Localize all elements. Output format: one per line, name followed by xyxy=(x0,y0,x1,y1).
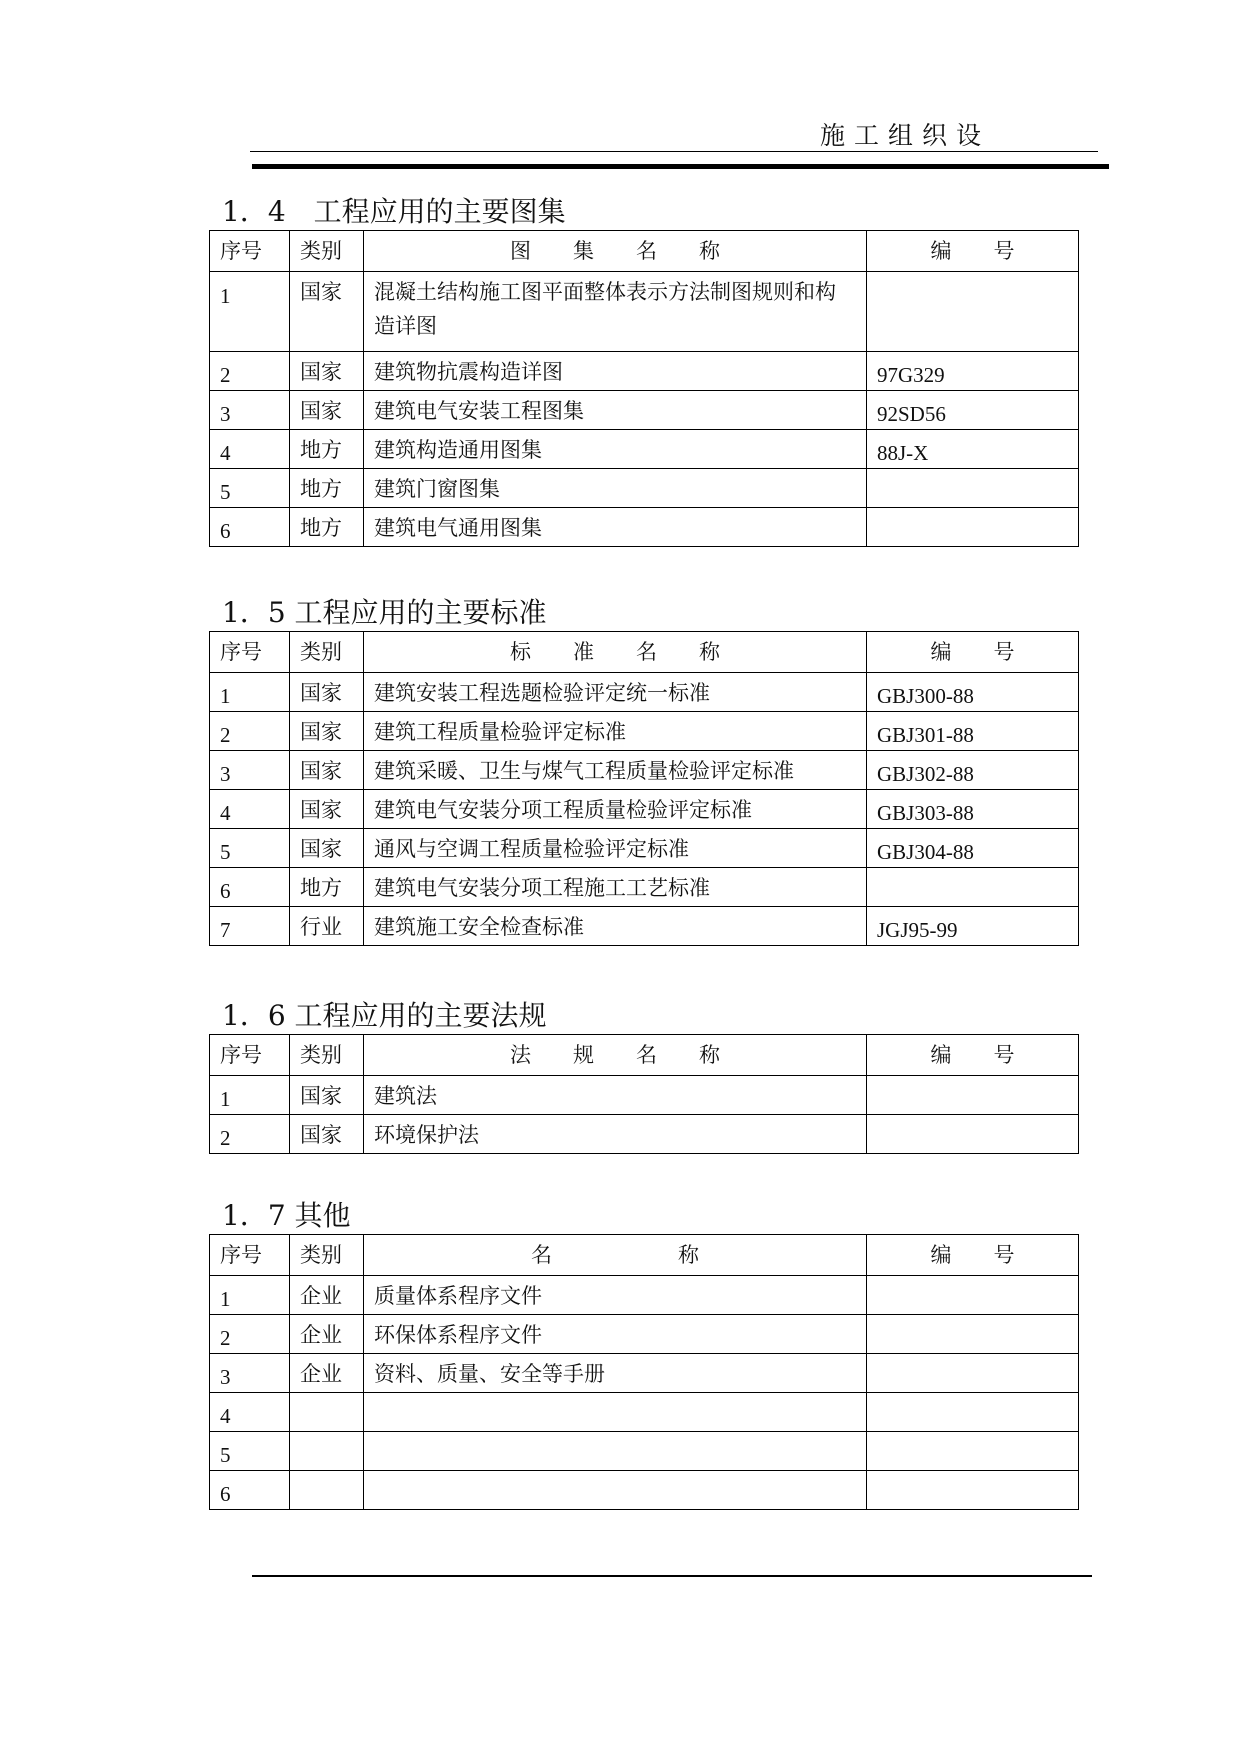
column-header-code: 编 号 xyxy=(867,632,1079,673)
table-row xyxy=(210,751,1079,790)
row-category xyxy=(290,1393,364,1432)
row-seq: 3 xyxy=(210,391,290,430)
row-category: 国家 xyxy=(290,1115,364,1154)
column-header-code: 编 号 xyxy=(867,231,1079,272)
row-code: GBJ303-88 xyxy=(867,790,1079,829)
row-seq: 2 xyxy=(210,712,290,751)
page-header-title: 施工组织设 xyxy=(820,121,991,150)
row-name: 质量体系程序文件 xyxy=(364,1276,867,1315)
row-seq: 2 xyxy=(210,1115,290,1154)
row-seq: 4 xyxy=(210,1393,290,1432)
row-category: 国家 xyxy=(290,790,364,829)
row-code xyxy=(867,272,1079,352)
row-seq: 7 xyxy=(210,907,290,946)
column-header-name: 标 准 名 称 xyxy=(364,632,867,673)
table-header-row xyxy=(210,1035,1079,1076)
row-category: 国家 xyxy=(290,829,364,868)
table-row xyxy=(210,352,1079,391)
row-code: GBJ304-88 xyxy=(867,829,1079,868)
table-header-row xyxy=(210,231,1079,272)
row-category: 地方 xyxy=(290,430,364,469)
row-code xyxy=(867,469,1079,508)
table-row xyxy=(210,508,1079,547)
table-row xyxy=(210,1393,1079,1432)
row-code xyxy=(867,1115,1079,1154)
table-row xyxy=(210,1354,1079,1393)
table-row xyxy=(210,272,1079,352)
row-category: 企业 xyxy=(290,1315,364,1354)
row-seq: 1 xyxy=(210,1276,290,1315)
row-category: 行业 xyxy=(290,907,364,946)
row-category: 企业 xyxy=(290,1354,364,1393)
table-row xyxy=(210,430,1079,469)
row-code: JGJ95-99 xyxy=(867,907,1079,946)
row-name xyxy=(364,1432,867,1471)
row-category: 地方 xyxy=(290,469,364,508)
column-header-name: 图 集 名 称 xyxy=(364,231,867,272)
row-seq: 5 xyxy=(210,469,290,508)
row-name: 建筑构造通用图集 xyxy=(364,430,867,469)
footer-rule xyxy=(252,1575,1092,1577)
row-code xyxy=(867,1432,1079,1471)
section-heading-standards: 1．5 工程应用的主要标准 xyxy=(222,596,547,629)
row-seq: 6 xyxy=(210,868,290,907)
table-row xyxy=(210,829,1079,868)
row-name: 建筑安装工程选题检验评定统一标准 xyxy=(364,673,867,712)
row-category: 国家 xyxy=(290,751,364,790)
row-code: GBJ300-88 xyxy=(867,673,1079,712)
row-category xyxy=(290,1432,364,1471)
row-category: 国家 xyxy=(290,673,364,712)
row-name: 建筑电气安装分项工程施工工艺标准 xyxy=(364,868,867,907)
column-header-category: 类别 xyxy=(290,1235,364,1276)
row-seq: 3 xyxy=(210,751,290,790)
row-seq: 3 xyxy=(210,1354,290,1393)
row-category xyxy=(290,1471,364,1510)
column-header-code: 编 号 xyxy=(867,1035,1079,1076)
row-code xyxy=(867,1076,1079,1115)
row-name: 建筑电气安装工程图集 xyxy=(364,391,867,430)
row-seq: 2 xyxy=(210,352,290,391)
table-row xyxy=(210,1076,1079,1115)
column-header-category: 类别 xyxy=(290,632,364,673)
table-row xyxy=(210,391,1079,430)
table-row xyxy=(210,1471,1079,1510)
row-seq: 1 xyxy=(210,673,290,712)
column-header-code: 编 号 xyxy=(867,1235,1079,1276)
row-category: 国家 xyxy=(290,1076,364,1115)
standards-table xyxy=(209,631,1079,946)
column-header-seq: 序号 xyxy=(210,1235,290,1276)
table-header-row xyxy=(210,632,1079,673)
regulations-table xyxy=(209,1034,1079,1154)
section-heading-regulations: 1．6 工程应用的主要法规 xyxy=(222,999,547,1032)
table-header-row xyxy=(210,1235,1079,1276)
row-name: 建筑物抗震构造详图 xyxy=(364,352,867,391)
row-name: 资料、质量、安全等手册 xyxy=(364,1354,867,1393)
column-header-seq: 序号 xyxy=(210,632,290,673)
row-code xyxy=(867,1471,1079,1510)
row-code xyxy=(867,868,1079,907)
table-row xyxy=(210,790,1079,829)
row-seq: 2 xyxy=(210,1315,290,1354)
row-name: 环保体系程序文件 xyxy=(364,1315,867,1354)
header-rule-thick xyxy=(252,164,1109,169)
row-category: 国家 xyxy=(290,352,364,391)
row-seq: 6 xyxy=(210,508,290,547)
row-name: 建筑施工安全检查标准 xyxy=(364,907,867,946)
row-name: 建筑门窗图集 xyxy=(364,469,867,508)
table-row xyxy=(210,868,1079,907)
row-category: 地方 xyxy=(290,508,364,547)
row-code xyxy=(867,1315,1079,1354)
row-name: 建筑采暖、卫生与煤气工程质量检验评定标准 xyxy=(364,751,867,790)
section-heading-drawing-sets: 1．4 工程应用的主要图集 xyxy=(222,195,566,228)
row-category: 地方 xyxy=(290,868,364,907)
section-heading-other: 1．7 其他 xyxy=(222,1199,351,1232)
row-code xyxy=(867,1393,1079,1432)
row-name: 环境保护法 xyxy=(364,1115,867,1154)
table-row xyxy=(210,1432,1079,1471)
row-code xyxy=(867,1354,1079,1393)
row-name xyxy=(364,1471,867,1510)
row-seq: 4 xyxy=(210,790,290,829)
row-name: 建筑电气通用图集 xyxy=(364,508,867,547)
column-header-seq: 序号 xyxy=(210,231,290,272)
row-name: 混凝土结构施工图平面整体表示方法制图规则和构造详图 xyxy=(364,272,867,352)
row-seq: 6 xyxy=(210,1471,290,1510)
row-name: 建筑法 xyxy=(364,1076,867,1115)
table-row xyxy=(210,469,1079,508)
table-row xyxy=(210,712,1079,751)
table-row xyxy=(210,673,1079,712)
row-code: 92SD56 xyxy=(867,391,1079,430)
column-header-name: 法 规 名 称 xyxy=(364,1035,867,1076)
column-header-seq: 序号 xyxy=(210,1035,290,1076)
column-header-name: 名 称 xyxy=(364,1235,867,1276)
row-category: 国家 xyxy=(290,712,364,751)
row-code: GBJ302-88 xyxy=(867,751,1079,790)
row-code: GBJ301-88 xyxy=(867,712,1079,751)
row-seq: 5 xyxy=(210,1432,290,1471)
table-row xyxy=(210,1315,1079,1354)
row-seq: 5 xyxy=(210,829,290,868)
row-code: 88J-X xyxy=(867,430,1079,469)
table-row xyxy=(210,1115,1079,1154)
row-code: 97G329 xyxy=(867,352,1079,391)
row-code xyxy=(867,1276,1079,1315)
row-seq: 1 xyxy=(210,272,290,352)
column-header-category: 类别 xyxy=(290,231,364,272)
row-name: 建筑电气安装分项工程质量检验评定标准 xyxy=(364,790,867,829)
row-name: 通风与空调工程质量检验评定标准 xyxy=(364,829,867,868)
table-row xyxy=(210,907,1079,946)
table-row xyxy=(210,1276,1079,1315)
row-seq: 4 xyxy=(210,430,290,469)
row-category: 国家 xyxy=(290,272,364,352)
row-seq: 1 xyxy=(210,1076,290,1115)
column-header-category: 类别 xyxy=(290,1035,364,1076)
header-rule-thin xyxy=(250,151,1098,152)
row-name: 建筑工程质量检验评定标准 xyxy=(364,712,867,751)
row-category: 国家 xyxy=(290,391,364,430)
drawing-sets-table xyxy=(209,230,1079,547)
other-documents-table xyxy=(209,1234,1079,1510)
row-code xyxy=(867,508,1079,547)
row-name xyxy=(364,1393,867,1432)
row-category: 企业 xyxy=(290,1276,364,1315)
